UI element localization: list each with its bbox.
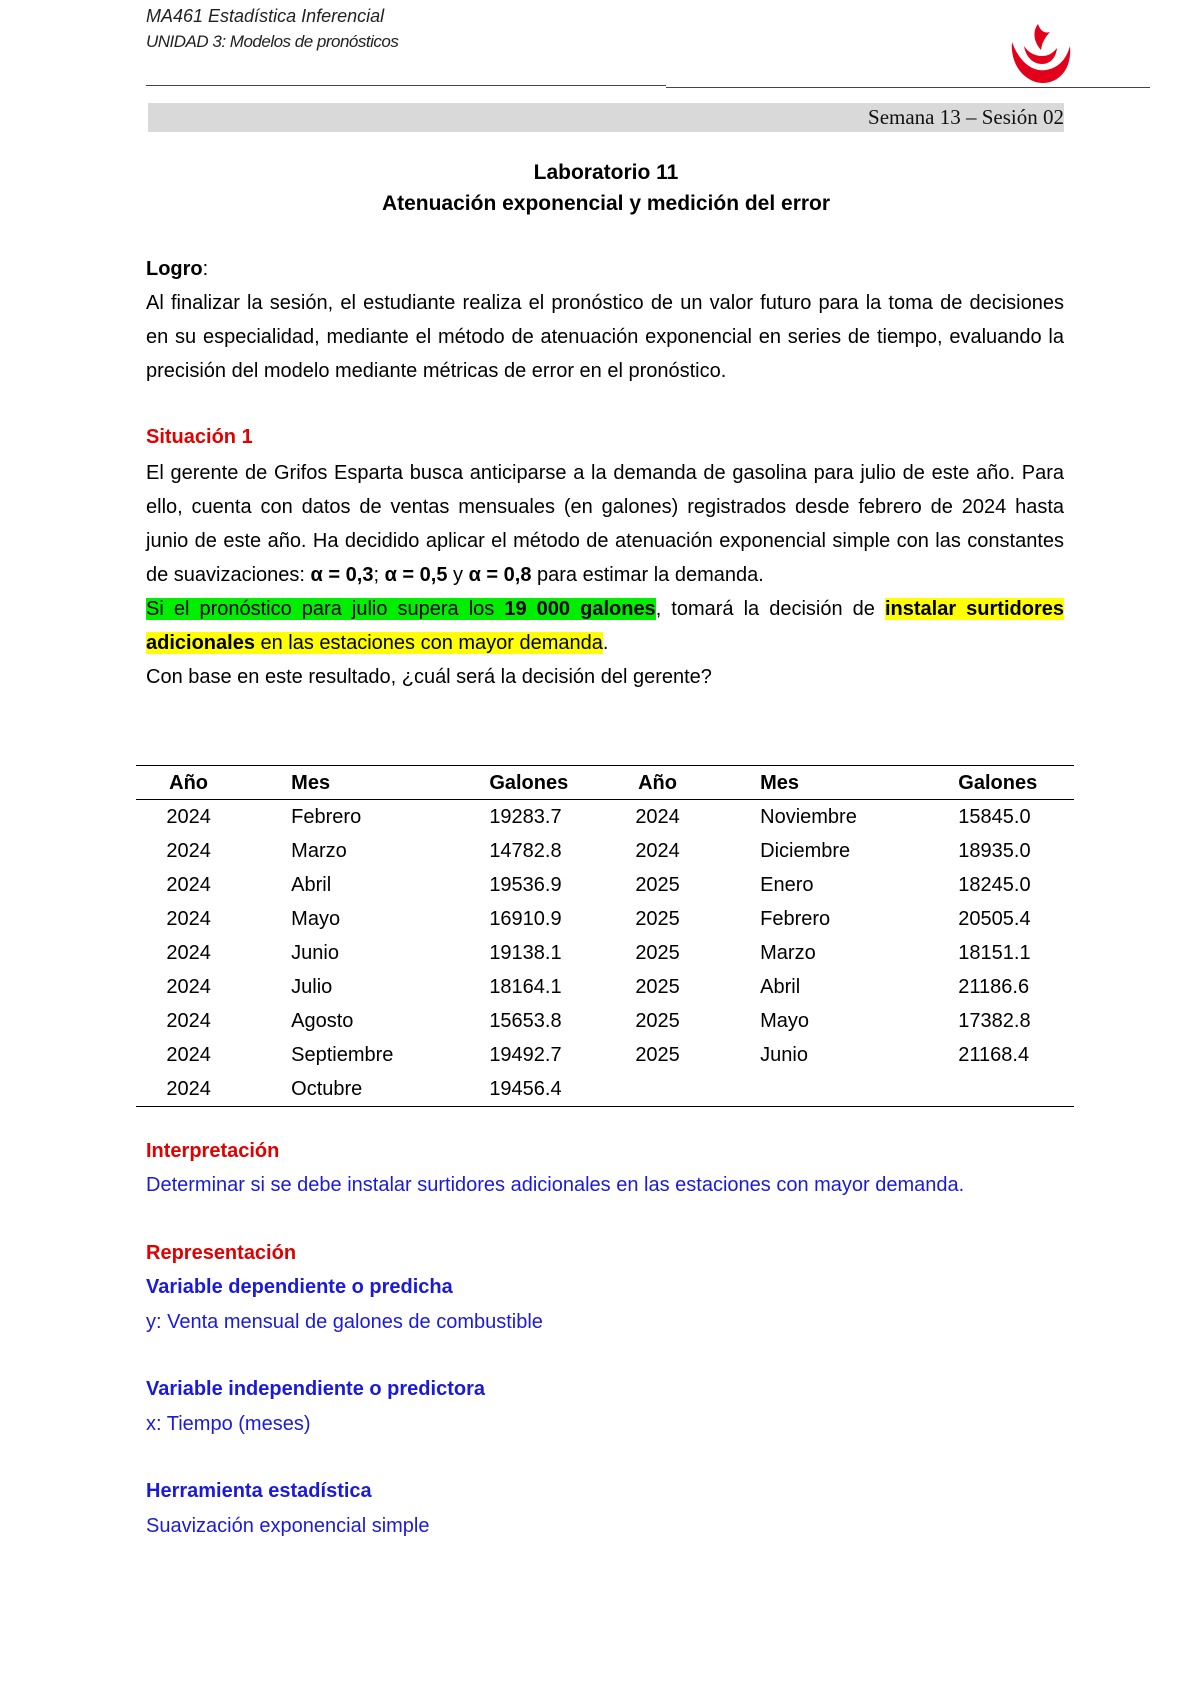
- decision-text: Si el pronóstico para julio supera los: [146, 598, 505, 620]
- dependent-variable-heading: Variable dependiente o predicha: [146, 1276, 453, 1298]
- gallons-cell: 15653.8: [489, 1009, 562, 1032]
- year-cell: 2025: [635, 1043, 680, 1066]
- year-cell: 2024: [166, 907, 211, 930]
- table-row: [136, 936, 1074, 970]
- header-divider: [666, 87, 1150, 88]
- gallons-cell: 19536.9: [489, 873, 562, 896]
- situacion-heading: Situación 1: [146, 426, 253, 448]
- action-text: en las estaciones con mayor demanda: [254, 632, 603, 654]
- situacion-paragraph: [146, 456, 1064, 694]
- month-cell: Junio: [291, 941, 339, 964]
- gallons-cell: 21168.4: [958, 1043, 1030, 1066]
- year-cell: 2024: [635, 805, 680, 828]
- month-cell: Julio: [291, 975, 333, 998]
- independent-variable-text: x: Tiempo (meses): [146, 1413, 311, 1435]
- decision-rule-highlight: [146, 598, 656, 620]
- month-cell: Octubre: [241, 1072, 489, 1107]
- month-cell: Enero: [760, 873, 814, 896]
- year-cell: 2024: [166, 873, 211, 896]
- course-title: MA461 Estadística Inferencial: [146, 6, 385, 26]
- decision-text: , tomará la decisión de: [655, 598, 885, 620]
- separator: ;: [373, 564, 385, 586]
- statistical-tool-heading: Herramienta estadística: [146, 1480, 372, 1502]
- month-cell: Diciembre: [760, 839, 851, 862]
- table-header-row: [136, 766, 1074, 800]
- lab-title: Laboratorio 11: [533, 161, 679, 184]
- year-cell: 2024: [635, 839, 680, 862]
- year-cell: 2025: [635, 941, 680, 964]
- month-cell: Mayo: [291, 907, 341, 930]
- gallons-cell: 19138.1: [489, 941, 562, 964]
- logro-text: Al finalizar la sesión, el estudiante realiza el pronóstico de un valor futuro para la toma de decisiones en su especialidad, mediante el método de atenuación exponencial en series de tiempo, evaluando la precisión del modelo mediante métricas de error en el pronóstico.: [146, 292, 1064, 382]
- column-header: Mes: [710, 766, 958, 800]
- separator: y: [447, 564, 469, 586]
- logro-colon: :: [202, 258, 209, 280]
- situacion-text: para estimar la demanda.: [531, 564, 764, 586]
- month-cell: Febrero: [291, 805, 362, 828]
- year-cell: [605, 1072, 710, 1107]
- year-cell: 2025: [635, 873, 680, 896]
- logro-section: [146, 252, 1064, 388]
- question-text: Con base en este resultado, ¿cuál será la decisión del gerente?: [146, 666, 712, 688]
- month-cell: Febrero: [760, 907, 831, 930]
- situacion-text: El gerente de Grifos Esparta busca anticiparse a la demanda de gasolina para julio de este año. Para ello, cuenta con datos de ventas mensuales (en galones) registrados desde febrero de 2024 hasta junio de este año. Ha decidido aplicar el método de atenuación exponencial simple con las constantes de suavizaciones:: [146, 462, 1064, 586]
- month-cell: Marzo: [291, 839, 347, 862]
- threshold-value: 19 000 galones: [504, 598, 656, 620]
- gallons-cell: 18245.0: [958, 873, 1031, 896]
- table-row: [136, 1038, 1074, 1072]
- month-cell: Junio: [760, 1043, 808, 1066]
- gallons-cell: 15845.0: [958, 805, 1031, 828]
- sales-table: [136, 765, 1074, 1107]
- month-cell: Abril: [760, 975, 801, 998]
- table-row: [136, 834, 1074, 868]
- period: .: [602, 632, 609, 654]
- year-cell: 2024: [166, 1043, 211, 1066]
- month-cell: Septiembre: [291, 1043, 394, 1066]
- table-row: [136, 902, 1074, 936]
- year-cell: 2025: [635, 975, 680, 998]
- unit-title: UNIDAD 3: Modelos de pronósticos: [146, 32, 399, 51]
- year-cell: 2025: [635, 1009, 680, 1032]
- column-header: Galones: [489, 766, 605, 800]
- month-cell: Marzo: [760, 941, 816, 964]
- month-cell: Noviembre: [760, 805, 857, 828]
- gallons-cell: [958, 1072, 1074, 1107]
- gallons-cell: 18164.1: [489, 975, 562, 998]
- action-text: instalar surtidores adicionales: [146, 598, 1064, 654]
- logro-label: Logro: [146, 258, 203, 280]
- year-cell: 2024: [136, 1072, 241, 1107]
- month-cell: Mayo: [760, 1009, 810, 1032]
- month-cell: Abril: [291, 873, 332, 896]
- year-cell: 2024: [166, 1009, 211, 1032]
- month-cell: Agosto: [291, 1009, 354, 1032]
- table-row: [136, 800, 1074, 835]
- column-header: Año: [136, 766, 241, 800]
- column-header: Año: [605, 766, 710, 800]
- gallons-cell: 18935.0: [958, 839, 1031, 862]
- gallons-cell: 19283.7: [489, 805, 562, 828]
- alpha-value: α = 0,8: [468, 564, 532, 586]
- representacion-heading: Representación: [146, 1242, 297, 1264]
- column-header: Mes: [241, 766, 489, 800]
- gallons-cell: 19492.7: [489, 1043, 562, 1066]
- lab-subtitle: Atenuación exponencial y medición del error: [381, 192, 831, 215]
- gallons-cell: 20505.4: [958, 907, 1031, 930]
- university-logo-icon: [1004, 20, 1076, 90]
- interpretacion-heading: Interpretación: [146, 1140, 280, 1162]
- week-label: Semana 13 – Sesión 02: [868, 105, 1064, 129]
- month-cell: [710, 1072, 958, 1107]
- alpha-value: α = 0,3: [310, 564, 374, 586]
- gallons-cell: 19456.4: [489, 1072, 605, 1107]
- year-cell: 2025: [635, 907, 680, 930]
- header-divider: [146, 85, 666, 86]
- year-cell: 2024: [166, 941, 211, 964]
- independent-variable-heading: Variable independiente o predictora: [146, 1378, 485, 1400]
- gallons-cell: 14782.8: [489, 839, 562, 862]
- week-bar: [148, 103, 1064, 132]
- year-cell: 2024: [166, 839, 211, 862]
- year-cell: 2024: [166, 805, 211, 828]
- table-row: [136, 1072, 1074, 1107]
- year-cell: 2024: [166, 975, 211, 998]
- dependent-variable-text: y: Venta mensual de galones de combustible: [146, 1311, 543, 1333]
- table-row: [136, 1004, 1074, 1038]
- gallons-cell: 17382.8: [958, 1009, 1031, 1032]
- gallons-cell: 21186.6: [958, 975, 1030, 998]
- table-row: [136, 970, 1074, 1004]
- alpha-value: α = 0,5: [384, 564, 448, 586]
- gallons-cell: 18151.1: [958, 941, 1031, 964]
- column-header: Galones: [958, 766, 1074, 800]
- gallons-cell: 16910.9: [489, 907, 562, 930]
- statistical-tool-text: Suavización exponencial simple: [146, 1515, 430, 1537]
- table-row: [136, 868, 1074, 902]
- interpretacion-text: Determinar si se debe instalar surtidores adicionales en las estaciones con mayor demanda.: [146, 1174, 965, 1196]
